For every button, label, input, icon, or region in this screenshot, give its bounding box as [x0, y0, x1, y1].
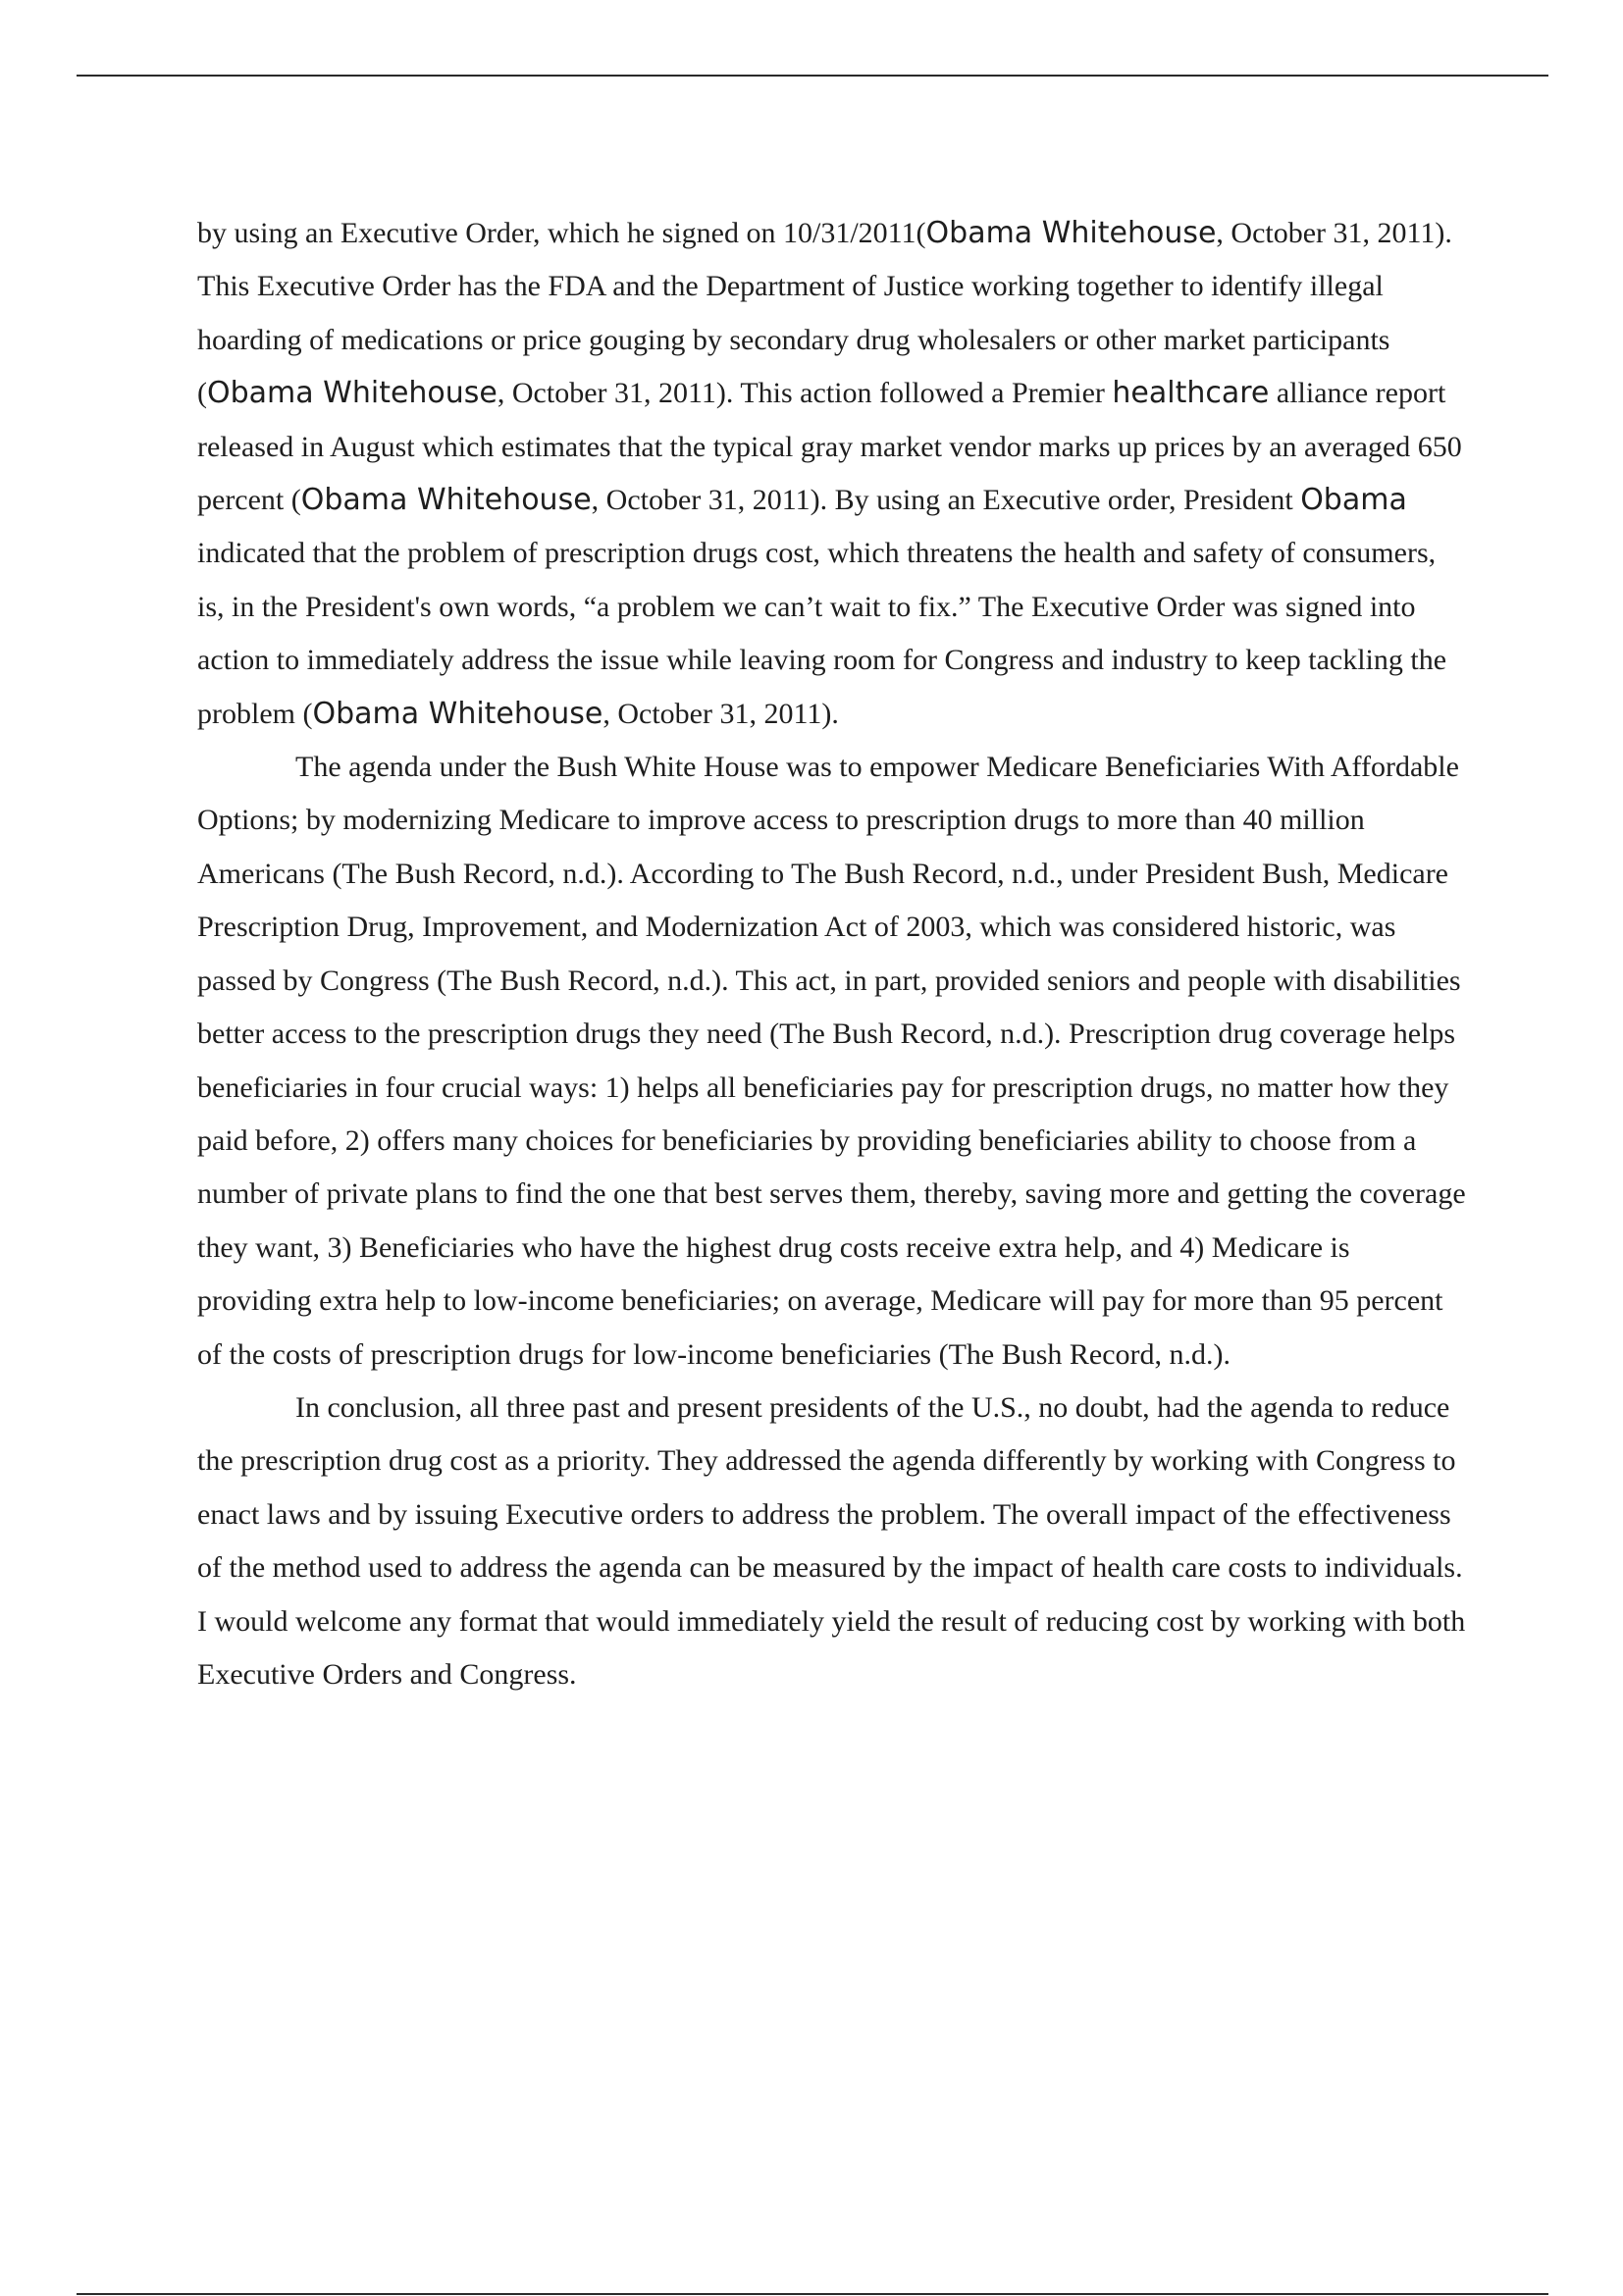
body-text: by using an Executive Order, which he signed on 10/31/2011(	[197, 217, 926, 249]
citation-text: Obama Whitehouse	[312, 696, 603, 731]
header-rule	[77, 75, 1548, 77]
paragraph-1	[197, 207, 1469, 741]
paragraph-2	[197, 741, 1469, 1382]
body-text: , October 31, 2011). By using an Executive order, President	[591, 484, 1301, 517]
citation-text: Obama Whitehouse	[925, 216, 1217, 250]
body-text: In conclusion, all three past and present presidents of the U.S., no doubt, had the agenda to reduce the prescription drug cost as a priority. They addressed the agenda differently by working with Congress to enact laws and by issuing Executive orders to address the problem. The overall impact of the effectiveness of the method used to address the agenda can be measured by the impact of health care costs to individuals. I would welcome any format that would immediately yield the result of reducing cost by working with both Executive Orders and Congress.	[197, 1390, 1466, 1691]
paragraph-3	[197, 1382, 1469, 1701]
body-text: , October 31, 2011). This action followed a Premier	[497, 377, 1113, 410]
citation-text: Obama Whitehouse	[300, 483, 592, 518]
document-body	[197, 207, 1469, 1701]
body-text: alliance report released in August which estimates that the typical gray market vendor marks up prices by an averaged 650 percent (	[197, 377, 1462, 517]
citation-text: Obama	[1300, 483, 1407, 518]
citation-text: healthcare	[1112, 376, 1270, 411]
footer-rule	[77, 2293, 1548, 2295]
body-text: , October 31, 2011).	[602, 697, 839, 730]
citation-text: Obama Whitehouse	[207, 376, 497, 411]
body-text: The agenda under the Bush White House was to empower Medicare Beneficiaries With Affordable Options; by modernizing Medicare to improve access to prescription drugs to more than 40 million Americans (The Bush Record, n.d.). According to The Bush Record, n.d., under President Bush, Medicare Prescription Drug, Improvement, and Modernization Act of 2003, which was considered historic, was passed by Congress (The Bush Record, n.d.). This act, in part, provided seniors and people with disabilities better access to the prescription drugs they need (The Bush Record, n.d.). Prescription drug coverage helps beneficiaries in four crucial ways: 1) helps all beneficiaries pay for prescription drugs, no matter how they paid before, 2) offers many choices for beneficiaries by providing beneficiaries ability to choose from a number of private plans to find the one that best serves them, thereby, saving more and getting the coverage they want, 3) Beneficiaries who have the highest drug costs receive extra help, and 4) Medicare is providing extra help to low-income beneficiaries; on average, Medicare will pay for more than 95 percent of the costs of prescription drugs for low-income beneficiaries (The Bush Record, n.d.).	[197, 751, 1466, 1371]
body-text: indicated that the problem of prescription drugs cost, which threatens the health and safety of consumers, is, in the President's own words, “a problem we can’t wait to fix.” The Executive Order was signed into action to immediately address the issue while leaving room for Congress and industry to keep tackling the problem (	[197, 537, 1447, 730]
body-text: , October 31, 2011). This Executive Order has the FDA and the Department of Justice working together to identify illegal hoarding of medications or price gouging by secondary drug wholesalers or other market participants (	[197, 217, 1452, 410]
